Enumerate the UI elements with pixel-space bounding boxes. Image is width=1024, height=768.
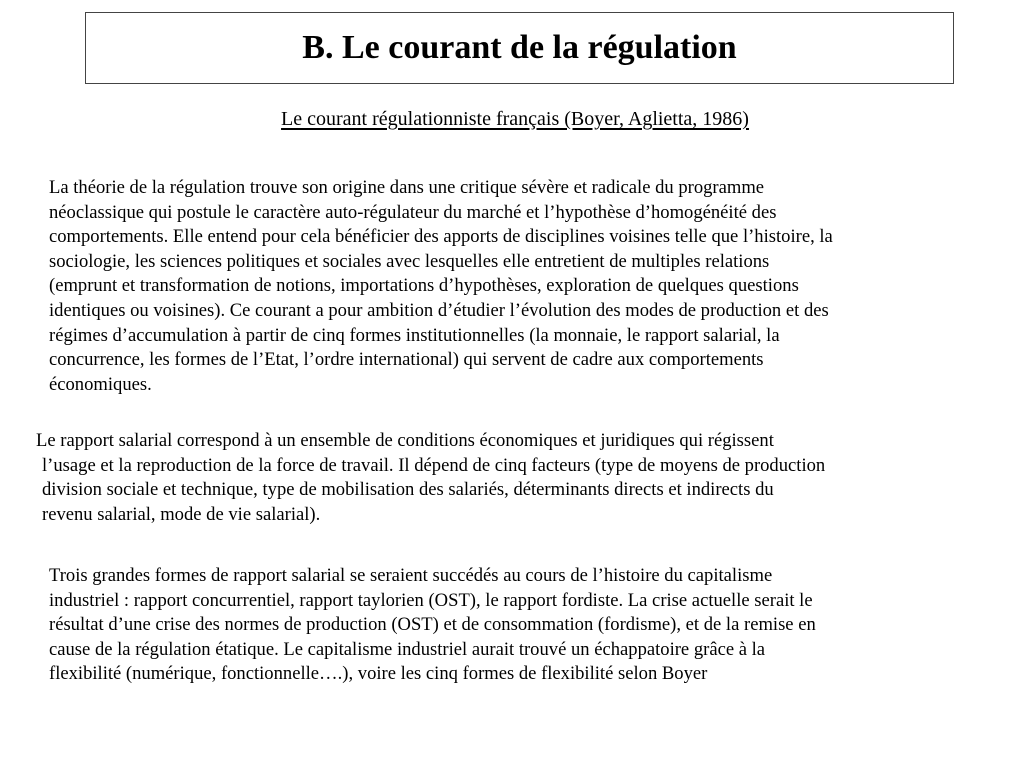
slide-subtitle: Le courant régulationniste français (Boyer, Aglietta, 1986) <box>281 108 749 130</box>
paragraph-line: concurrence, les formes de l’Etat, l’ordre international) qui servent de cadre aux comportements <box>49 349 764 371</box>
paragraph-wage-forms <box>49 564 1015 687</box>
paragraph-line: revenu salarial, mode de vie salarial). <box>42 503 321 525</box>
slide-title: B. Le courant de la régulation <box>302 29 737 66</box>
paragraph-line: division sociale et technique, type de mobilisation des salariés, déterminants directs et indirects du <box>42 479 774 501</box>
paragraph-line: régimes d’accumulation à partir de cinq formes institutionnelles (la monnaie, le rapport salarial, la <box>49 324 780 346</box>
paragraph-line: Le rapport salarial correspond à un ensemble de conditions économiques et juridiques qui régissent <box>36 430 774 451</box>
paragraph-line: sociologie, les sciences politiques et sociales avec lesquelles elle entretient de multiples relations <box>49 250 770 272</box>
paragraph-line: identiques ou voisines). Ce courant a pour ambition d’étudier l’évolution des modes de production et des <box>49 299 829 321</box>
paragraph-regulation-theory <box>49 176 1015 397</box>
paragraph-line: économiques. <box>49 373 152 395</box>
paragraph-wage-relation <box>36 429 1014 527</box>
paragraph-line: comportements. Elle entend pour cela bénéficier des apports de disciplines voisines telle que l’histoire, la <box>49 226 833 248</box>
title-box <box>85 12 954 84</box>
paragraph-line: (emprunt et transformation de notions, importations d’hypothèses, exploration de quelques questions <box>49 275 799 297</box>
paragraph-line: Trois grandes formes de rapport salarial se seraient succédés au cours de l’histoire du capitalisme <box>49 565 773 586</box>
paragraph-line: résultat d’une crise des normes de production (OST) et de consommation (fordisme), et de la remise en <box>49 614 816 636</box>
paragraph-line: néoclassique qui postule le caractère auto-régulateur du marché et l’hypothèse d’homogénéité des <box>49 201 777 223</box>
paragraph-line: La théorie de la régulation trouve son origine dans une critique sévère et radicale du programme <box>49 177 765 198</box>
paragraph-line: cause de la régulation étatique. Le capitalisme industriel aurait trouvé un échappatoire grâce à la <box>49 638 766 660</box>
paragraph-line: l’usage et la reproduction de la force de travail. Il dépend de cinq facteurs (type de moyens de production <box>42 454 826 476</box>
paragraph-line: industriel : rapport concurrentiel, rapport taylorien (OST), le rapport fordiste. La crise actuelle serait le <box>49 589 813 611</box>
paragraph-line: flexibilité (numérique, fonctionnelle….), voire les cinq formes de flexibilité selon Boyer <box>49 663 708 685</box>
